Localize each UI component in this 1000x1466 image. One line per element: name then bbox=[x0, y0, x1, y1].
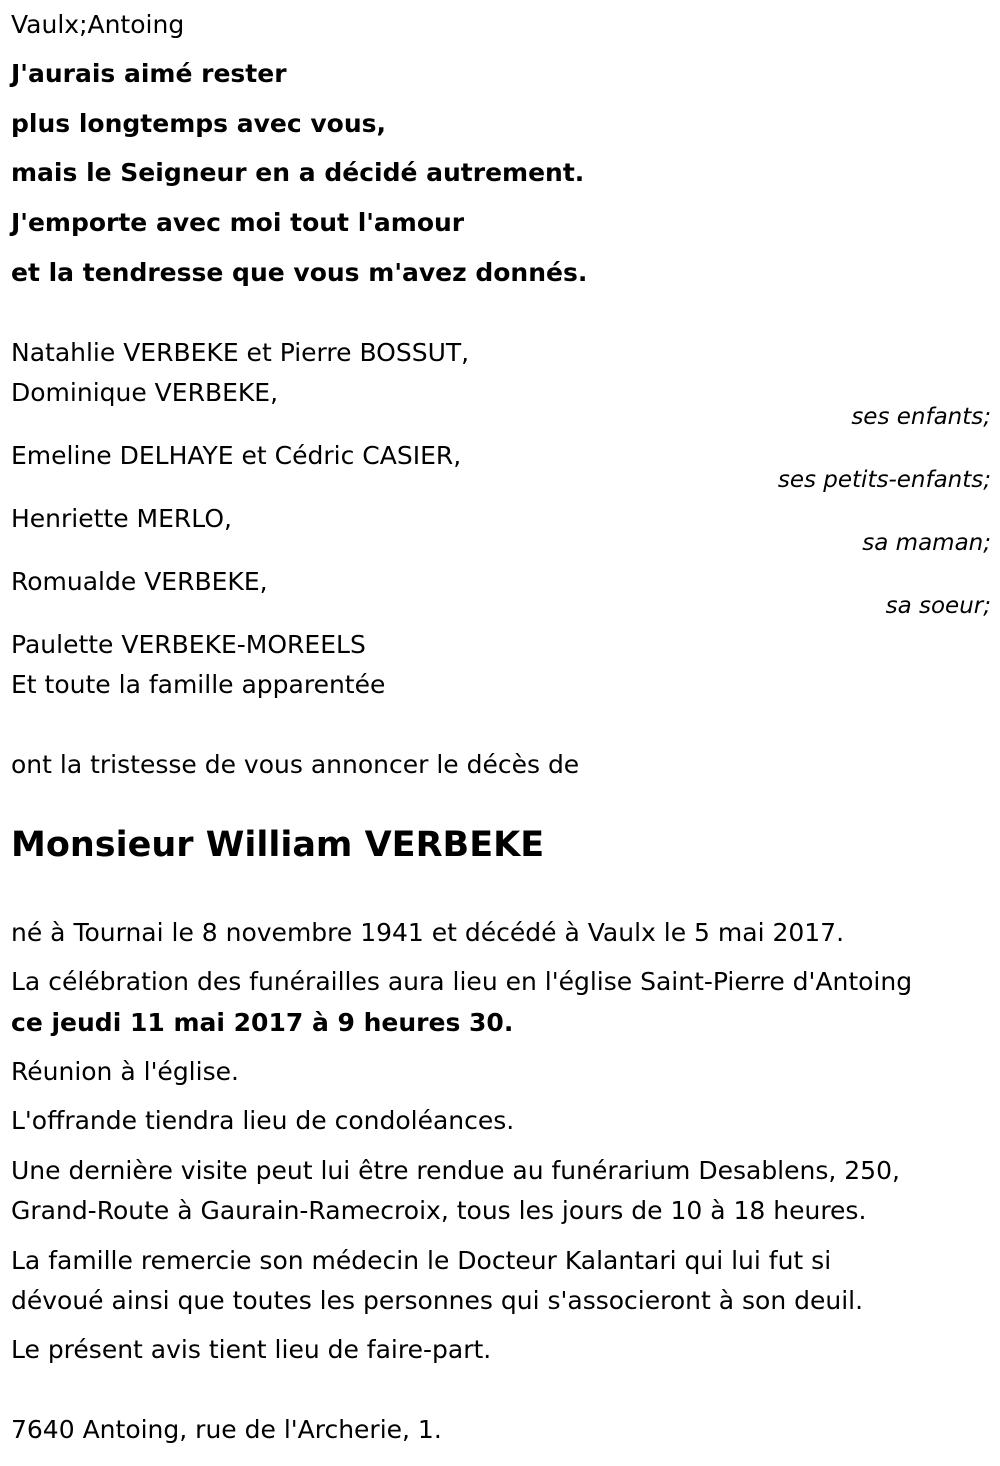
notice: Le présent avis tient lieu de faire-part. bbox=[11, 1335, 492, 1364]
poem-line: J'aurais aimé rester bbox=[11, 59, 287, 88]
celebration: La célébration des funérailles aura lieu en l'église Saint-Pierre d'Antoing bbox=[11, 967, 913, 996]
meeting: Réunion à l'église. bbox=[11, 1057, 239, 1086]
relation-children: ses enfants; bbox=[851, 404, 991, 430]
offering: L'offrande tiendra lieu de condoléances. bbox=[11, 1106, 515, 1135]
place-heading: Vaulx;Antoing bbox=[11, 10, 185, 39]
celebration-date: ce jeudi 11 mai 2017 à 9 heures 30. bbox=[11, 1008, 514, 1037]
thanks: La famille remercie son médecin le Docteur Kalantari qui lui fut si bbox=[11, 1246, 832, 1275]
thanks: dévoué ainsi que toutes les personnes qui s'associeront à son deuil. bbox=[11, 1286, 864, 1315]
announcement: ont la tristesse de vous annoncer le décès de bbox=[11, 750, 580, 779]
deceased-name: Monsieur William VERBEKE bbox=[11, 825, 545, 865]
visit: Une dernière visite peut lui être rendue au funérarium Desablens, 250, bbox=[11, 1156, 900, 1185]
poem-line: plus longtemps avec vous, bbox=[11, 109, 387, 138]
family-others: Et toute la famille apparentée bbox=[11, 670, 386, 699]
visit: Grand-Route à Gaurain-Ramecroix, tous les jours de 10 à 18 heures. bbox=[11, 1196, 867, 1225]
relation-sister: sa soeur; bbox=[885, 593, 991, 619]
family-children: Dominique VERBEKE, bbox=[11, 378, 279, 407]
family-children: Natahlie VERBEKE et Pierre BOSSUT, bbox=[11, 338, 470, 367]
poem-line: et la tendresse que vous m'avez donnés. bbox=[11, 258, 588, 287]
address: 7640 Antoing, rue de l'Archerie, 1. bbox=[11, 1415, 442, 1444]
poem-line: J'emporte avec moi tout l'amour bbox=[11, 208, 465, 237]
relation-mother: sa maman; bbox=[862, 530, 991, 556]
family-grandchildren: Emeline DELHAYE et Cédric CASIER, bbox=[11, 441, 462, 470]
family-others: Paulette VERBEKE-MOREELS bbox=[11, 630, 366, 659]
family-mother: Henriette MERLO, bbox=[11, 504, 232, 533]
poem-line: mais le Seigneur en a décidé autrement. bbox=[11, 158, 585, 187]
birth-death: né à Tournai le 8 novembre 1941 et décédé à Vaulx le 5 mai 2017. bbox=[11, 918, 845, 947]
family-sister: Romualde VERBEKE, bbox=[11, 567, 268, 596]
relation-grandchildren: ses petits-enfants; bbox=[777, 467, 991, 493]
